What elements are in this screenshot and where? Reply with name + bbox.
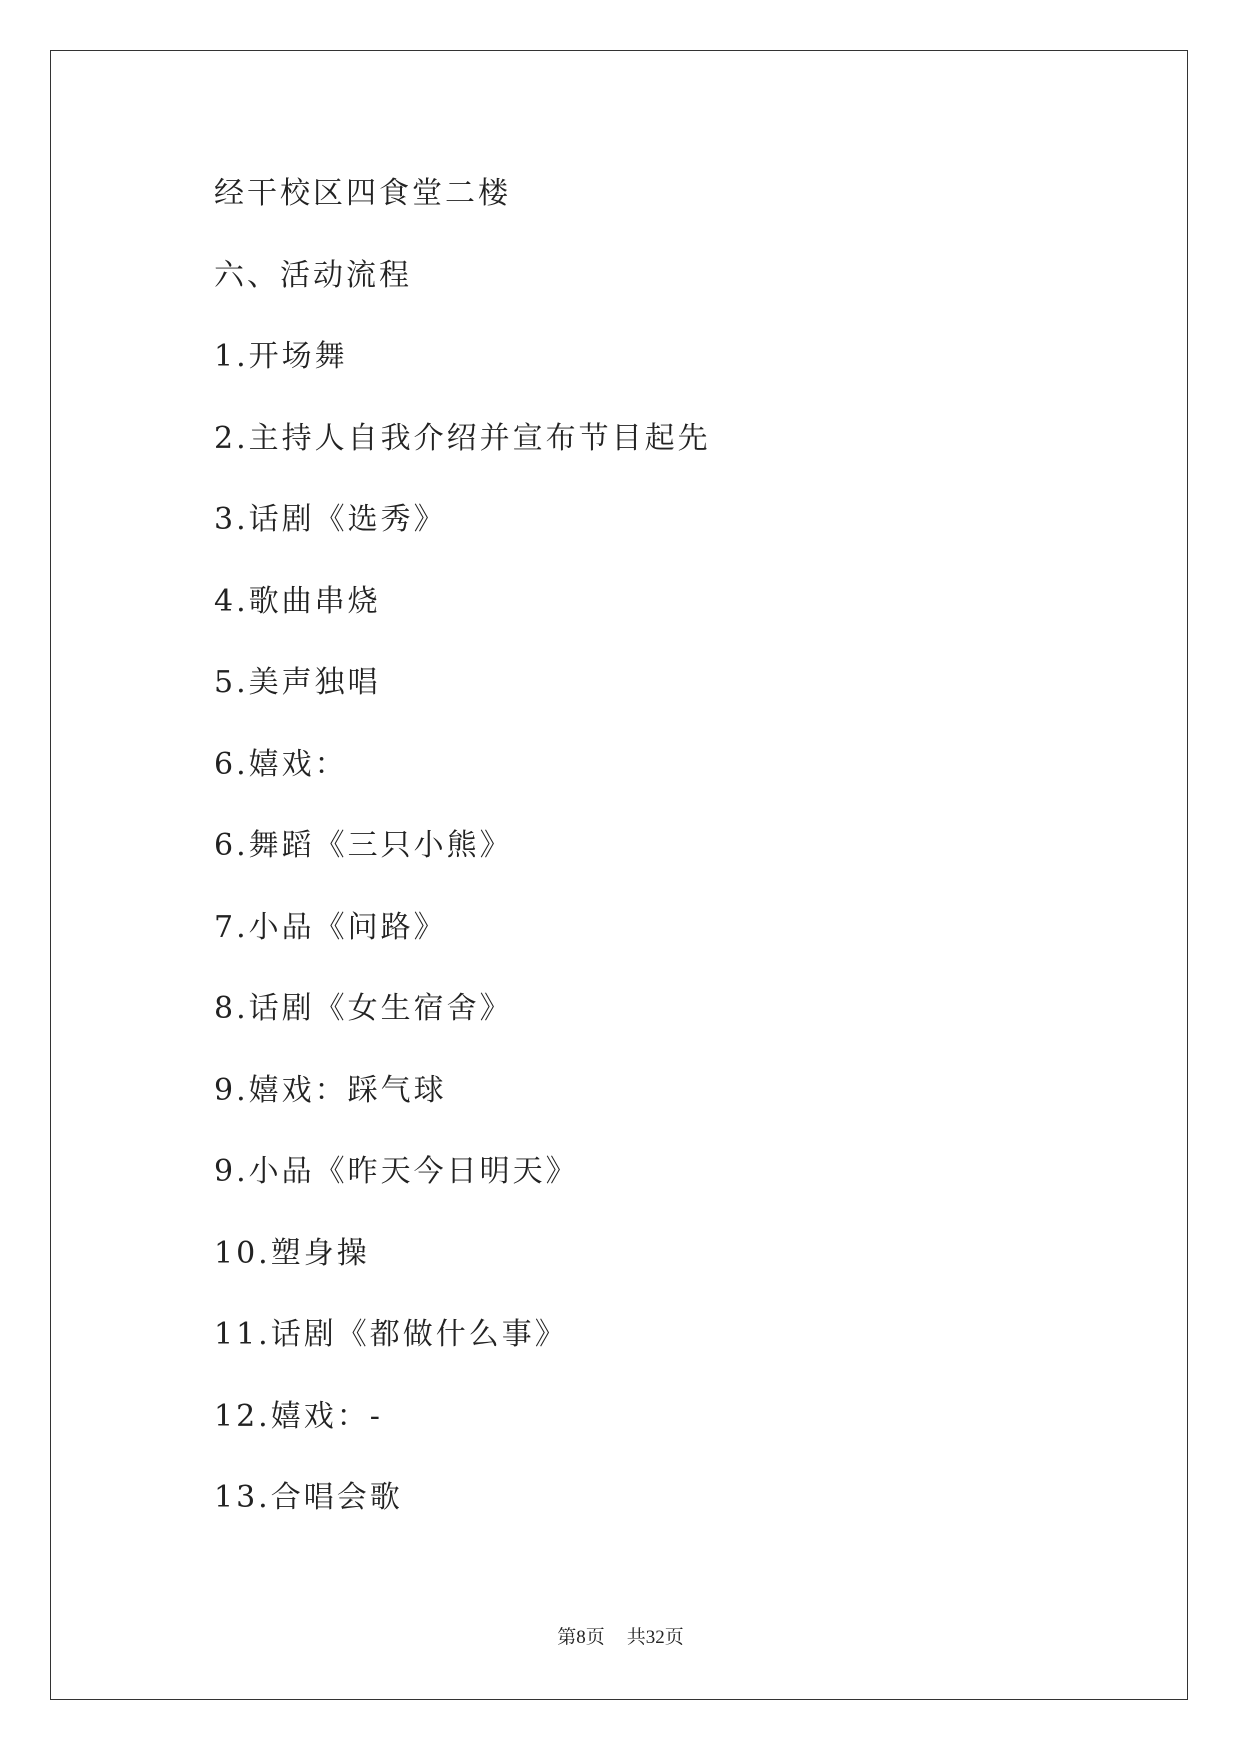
- document-body: [214, 168, 711, 1554]
- program-item: 9.小品《昨天今日明天》: [214, 1154, 579, 1189]
- program-item: 7.小品《问路》: [214, 909, 447, 945]
- program-item: 6.舞蹈《三只小熊》: [214, 828, 513, 863]
- program-item: 2.主持人自我介绍并宣布节目起先: [214, 420, 711, 456]
- program-item: 11.话剧《都做什么事》: [214, 1317, 568, 1352]
- program-item: 10.塑身操: [214, 1235, 370, 1271]
- program-item: 3.话剧《选秀》: [214, 502, 447, 537]
- location-line: 经干校区四食堂二楼: [214, 176, 511, 211]
- program-item: 4.歌曲串烧: [214, 583, 381, 619]
- page-footer: [0, 1622, 1241, 1649]
- program-item: 12.嬉戏：-: [214, 1398, 383, 1434]
- section-heading: 六、活动流程: [214, 257, 412, 293]
- program-item: 1.开场舞: [214, 339, 348, 374]
- current-page-number: 第8页: [557, 1627, 605, 1648]
- program-item: 5.美声独唱: [214, 665, 381, 700]
- program-item: 13.合唱会歌: [214, 1480, 403, 1515]
- program-item: 6.嬉戏：: [214, 746, 348, 782]
- program-item: 8.话剧《女生宿舍》: [214, 991, 513, 1026]
- total-page-count: 共32页: [626, 1627, 684, 1648]
- program-item: 9.嬉戏：踩气球: [214, 1072, 447, 1108]
